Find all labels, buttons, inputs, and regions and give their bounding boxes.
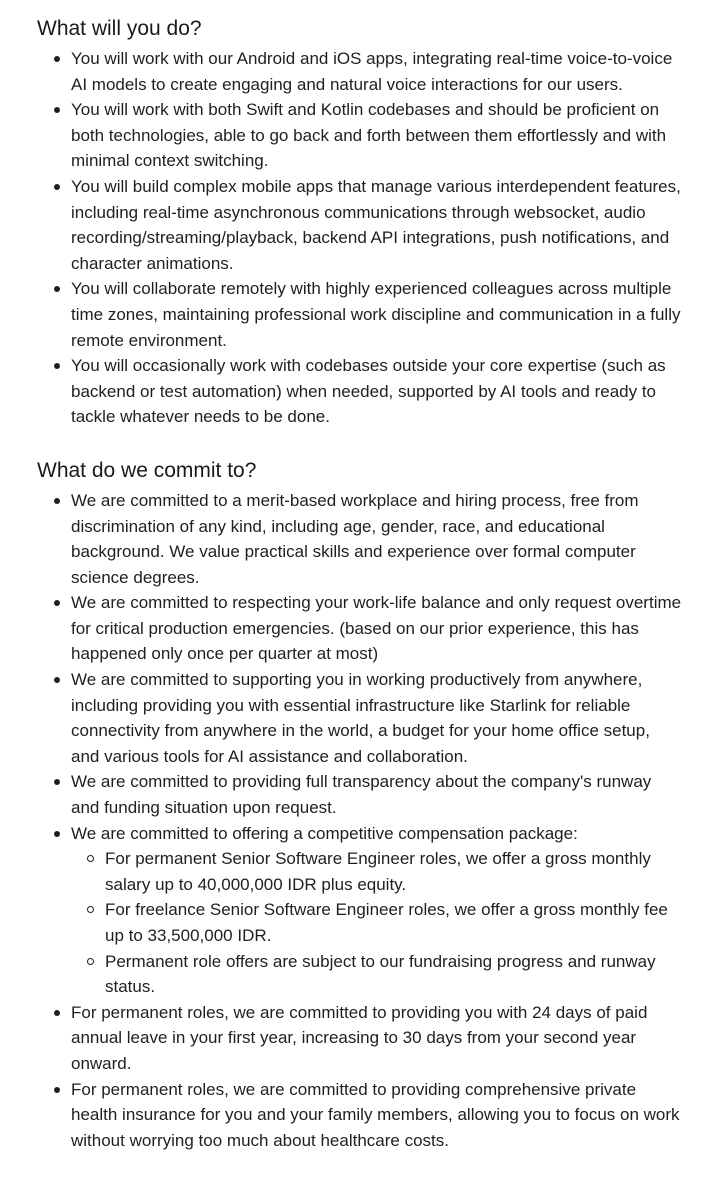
hollow-bullet-icon (87, 958, 94, 965)
sub-list-item-text: For permanent Senior Software Engineer roles, we offer a gross monthly salary up to 40,000,000 IDR plus equity. (105, 849, 651, 894)
sub-list-item (71, 846, 683, 897)
list-item-text: We are committed to offering a competitive compensation package: (71, 823, 578, 843)
list-item (37, 353, 683, 430)
compensation-sublist (71, 846, 683, 1000)
list-item-text: We are committed to supporting you in working productively from anywhere, including providing you with essential infrastructure like Starlink for reliable connectivity from anywhere in the world, a budget for your home office setup, and various tools for AI assistance and collaboration. (71, 670, 650, 766)
bullet-icon (54, 286, 60, 292)
list-item-text: You will work with our Android and iOS apps, integrating real-time voice-to-voice AI models to create engaging and natural voice interactions for our users. (71, 49, 673, 94)
bullet-icon (54, 831, 60, 837)
sub-list-item (71, 949, 683, 1000)
sub-list-item (71, 897, 683, 948)
list-item (37, 276, 683, 353)
sub-list-item-text: Permanent role offers are subject to our fundraising progress and runway status. (105, 951, 656, 997)
list-item-compensation (37, 821, 683, 1000)
list-item-text: You will work with both Swift and Kotlin codebases and should be proficient on both technologies, able to go back and forth between them effortlessly and with minimal context switching. (71, 100, 667, 171)
list-item-text: You will occasionally work with codebases outside your core expertise (such as backend or test automation) when needed, supported by AI tools and ready to tackle whatever needs to be done. (71, 356, 666, 427)
list-item (37, 46, 683, 97)
list-item (37, 97, 683, 174)
bullet-icon (54, 600, 60, 606)
bullet-icon (54, 363, 60, 369)
bullet-icon (54, 1087, 60, 1093)
list-item (37, 667, 683, 769)
list-item-text: We are committed to a merit-based workplace and hiring process, free from discrimination of any kind, including age, gender, race, and educational background. We value practical skills and experience over formal computer science degrees. (71, 490, 639, 587)
responsibilities-list (37, 46, 683, 430)
list-item (37, 1000, 683, 1077)
list-item (37, 488, 683, 590)
bullet-icon (54, 677, 60, 683)
sub-list-item-text: For freelance Senior Software Engineer roles, we offer a gross monthly fee up to 33,500,000 IDR. (105, 900, 668, 945)
section-heading: What do we commit to? (37, 458, 257, 482)
hollow-bullet-icon (87, 855, 94, 862)
list-item-text: We are committed to providing full transparency about the company's runway and funding situation upon request. (71, 772, 652, 818)
bullet-icon (54, 498, 60, 504)
commitments-list (37, 488, 683, 1153)
list-item-text: You will build complex mobile apps that manage various interdependent features, including real-time asynchronous communications through websocket, audio recording/streaming/playback, backend API integrations, push notifications, and character animations. (71, 176, 681, 273)
section-what-do-we-commit-to (37, 454, 683, 1153)
section-heading: What will you do? (37, 17, 202, 40)
list-item-text: We are committed to respecting your work-life balance and only request overtime for critical production emergencies. (based on our prior experience, this has happened only once per quarter at most) (71, 593, 682, 664)
list-item (37, 769, 683, 820)
list-item (37, 1077, 683, 1154)
list-item (37, 590, 683, 667)
list-item-text: For permanent roles, we are committed to providing comprehensive private health insurance for you and your family members, allowing you to focus on work without worrying too much about healthcare costs. (71, 1079, 680, 1150)
section-what-will-you-do (37, 12, 683, 430)
list-item (37, 174, 683, 276)
bullet-icon (54, 1010, 60, 1016)
bullet-icon (54, 56, 60, 62)
bullet-icon (54, 184, 60, 190)
bullet-icon (54, 779, 60, 785)
list-item-text: You will collaborate remotely with highly experienced colleagues across multiple time zones, maintaining professional work discipline and communication in a fully remote environment. (71, 279, 681, 350)
bullet-icon (54, 107, 60, 113)
list-item-text: For permanent roles, we are committed to providing you with 24 days of paid annual leave in your first year, increasing to 30 days from your second year onward. (71, 1002, 648, 1073)
hollow-bullet-icon (87, 906, 94, 913)
